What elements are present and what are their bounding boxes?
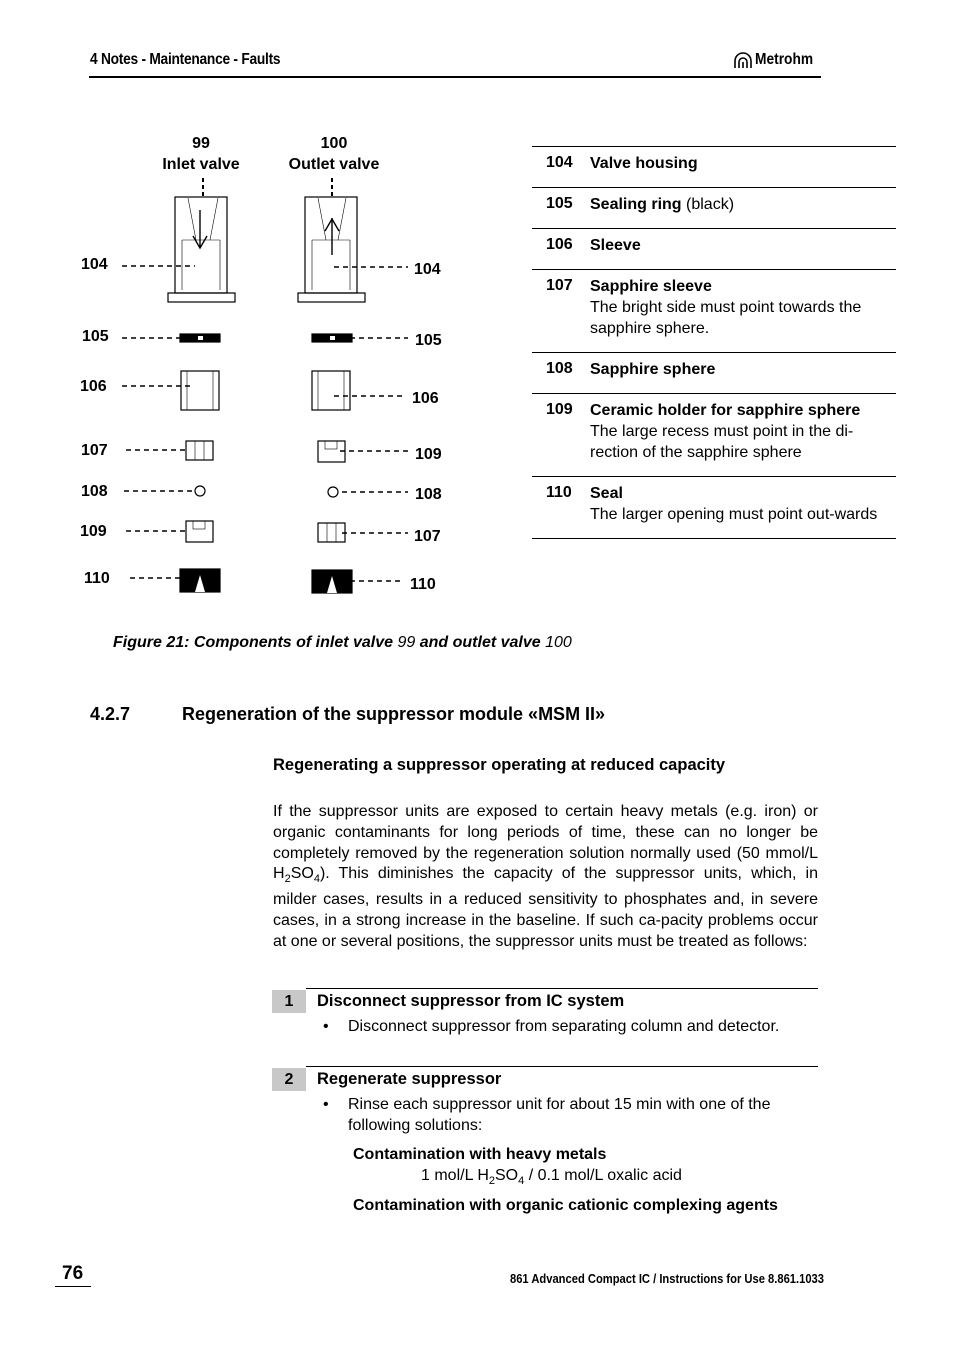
solution-text: / 0.1 mol/L oxalic acid xyxy=(524,1167,682,1184)
callout-right-106: 106 xyxy=(412,390,439,407)
callout-right-108: 108 xyxy=(415,486,442,503)
part-number: 108 xyxy=(546,360,573,377)
step-rule xyxy=(306,1066,818,1067)
callout-left-109: 109 xyxy=(80,523,107,540)
subheading: Regenerating a suppressor operating at reduced capacity xyxy=(273,756,726,774)
subscript: 4 xyxy=(518,1175,525,1188)
part-row xyxy=(532,229,896,270)
part-row xyxy=(532,270,896,353)
step-rule xyxy=(306,988,818,989)
paragraph-text: If the suppressor units are exposed to certain heavy metals (e.g. iron) or organic contaminants for long periods of time, these can no longer be completely removed by the regeneration solution normally used (50 mmol/L H xyxy=(273,803,818,883)
step-bullet: Disconnect suppressor from separating column and detector. xyxy=(348,1018,780,1035)
callout-left-106: 106 xyxy=(80,378,107,395)
part-title: Seal xyxy=(590,485,623,502)
inlet-housing xyxy=(168,178,235,302)
part-row xyxy=(532,188,896,229)
part-number: 106 xyxy=(546,236,573,253)
bullet-dot: • xyxy=(323,1096,329,1113)
solution-heavy-metals-title: Contamination with heavy metals xyxy=(353,1146,607,1163)
callout-right-110: 110 xyxy=(410,576,436,593)
part-number: 104 xyxy=(546,154,573,171)
step-number: 2 xyxy=(272,1068,306,1091)
outlet-parts xyxy=(312,334,352,593)
part-number: 107 xyxy=(546,277,573,294)
subscript: 2 xyxy=(488,1175,495,1188)
part-row xyxy=(532,147,896,188)
callout-right-104: 104 xyxy=(414,261,441,278)
caption-text: Figure 21: Components of inlet valve xyxy=(113,634,398,651)
step-title: Disconnect suppressor from IC system xyxy=(317,992,625,1010)
bullet-dot: • xyxy=(323,1018,329,1035)
callout-left-104: 104 xyxy=(81,256,108,273)
part-title: Sleeve xyxy=(590,237,641,254)
solution-heavy-metals xyxy=(421,1167,682,1187)
callout-left-107: 107 xyxy=(81,442,108,459)
subscript: 2 xyxy=(284,873,291,886)
part-description: The large recess must point in the di-rection of the sapphire sphere xyxy=(590,423,854,461)
part-note: (black) xyxy=(681,196,735,213)
callout-left-110: 110 xyxy=(84,570,110,587)
part-number: 110 xyxy=(546,484,572,501)
caption-ref-inlet: 99 xyxy=(397,634,416,651)
part-number: 105 xyxy=(546,195,573,212)
part-title: Sapphire sphere xyxy=(590,361,716,378)
part-description: The bright side must point towards the sapphire sphere. xyxy=(590,299,862,337)
part-number: 109 xyxy=(546,401,573,418)
callout-left-105: 105 xyxy=(82,328,109,345)
inlet-valve-title: Inlet valve xyxy=(162,156,240,173)
paragraph-text: SO xyxy=(290,865,314,883)
section-title: Regeneration of the suppressor module «MSM II» xyxy=(182,704,606,724)
inlet-parts xyxy=(180,334,220,592)
callout-left-108: 108 xyxy=(81,483,108,500)
figure-caption xyxy=(113,634,572,652)
part-title: Valve housing xyxy=(590,155,698,172)
section-number: 4.2.7 xyxy=(90,704,131,724)
solution-organic-title: Contamination with organic cationic complexing agents xyxy=(353,1197,778,1214)
part-title: Sealing ring xyxy=(590,196,682,213)
callout-right-107: 107 xyxy=(414,528,441,545)
step-title: Regenerate suppressor xyxy=(317,1070,502,1088)
caption-ref-outlet: 100 xyxy=(545,634,572,651)
callout-right-109: 109 xyxy=(415,446,442,463)
outlet-valve-number: 100 xyxy=(320,135,348,152)
part-title: Sapphire sleeve xyxy=(590,278,712,295)
page-number: 76 xyxy=(62,1263,84,1284)
part-description: The larger opening must point out-wards xyxy=(590,506,878,523)
inlet-valve-number: 99 xyxy=(192,135,210,152)
solution-text: SO xyxy=(495,1167,519,1184)
caption-text: and outlet valve xyxy=(415,634,546,651)
subscript: 4 xyxy=(313,873,320,886)
paragraph-text: ). This diminishes the capacity of the suppressor units, which, in milder cases, results in a reduced sensitivity to phosphates and, in severe cases, in a strong increase in the baseline. If such ca-pacity problems occur at one or several positions, the suppressor units must be treated as follows: xyxy=(273,865,818,950)
part-title: Ceramic holder for sapphire sphere xyxy=(590,402,861,419)
outlet-housing xyxy=(298,178,365,302)
callout-right-105: 105 xyxy=(415,332,442,349)
part-row xyxy=(532,353,896,394)
parts-legend xyxy=(532,146,896,539)
step-bullet: Rinse each suppressor unit for about 15 min with one of the following solutions: xyxy=(348,1096,771,1134)
part-row xyxy=(532,477,896,539)
document-reference: 861 Advanced Compact IC / Instructions for Use 8.861.1033 xyxy=(510,1271,824,1286)
brand-name: Metrohm xyxy=(755,51,814,68)
chapter-header: 4 Notes - Maintenance - Faults xyxy=(90,51,281,68)
part-row xyxy=(532,394,896,477)
footer-rule xyxy=(55,1286,91,1287)
solution-text: 1 mol/L H xyxy=(421,1167,489,1184)
outlet-valve-title: Outlet valve xyxy=(288,156,380,173)
body-paragraph xyxy=(273,802,818,953)
step-number: 1 xyxy=(272,990,306,1013)
